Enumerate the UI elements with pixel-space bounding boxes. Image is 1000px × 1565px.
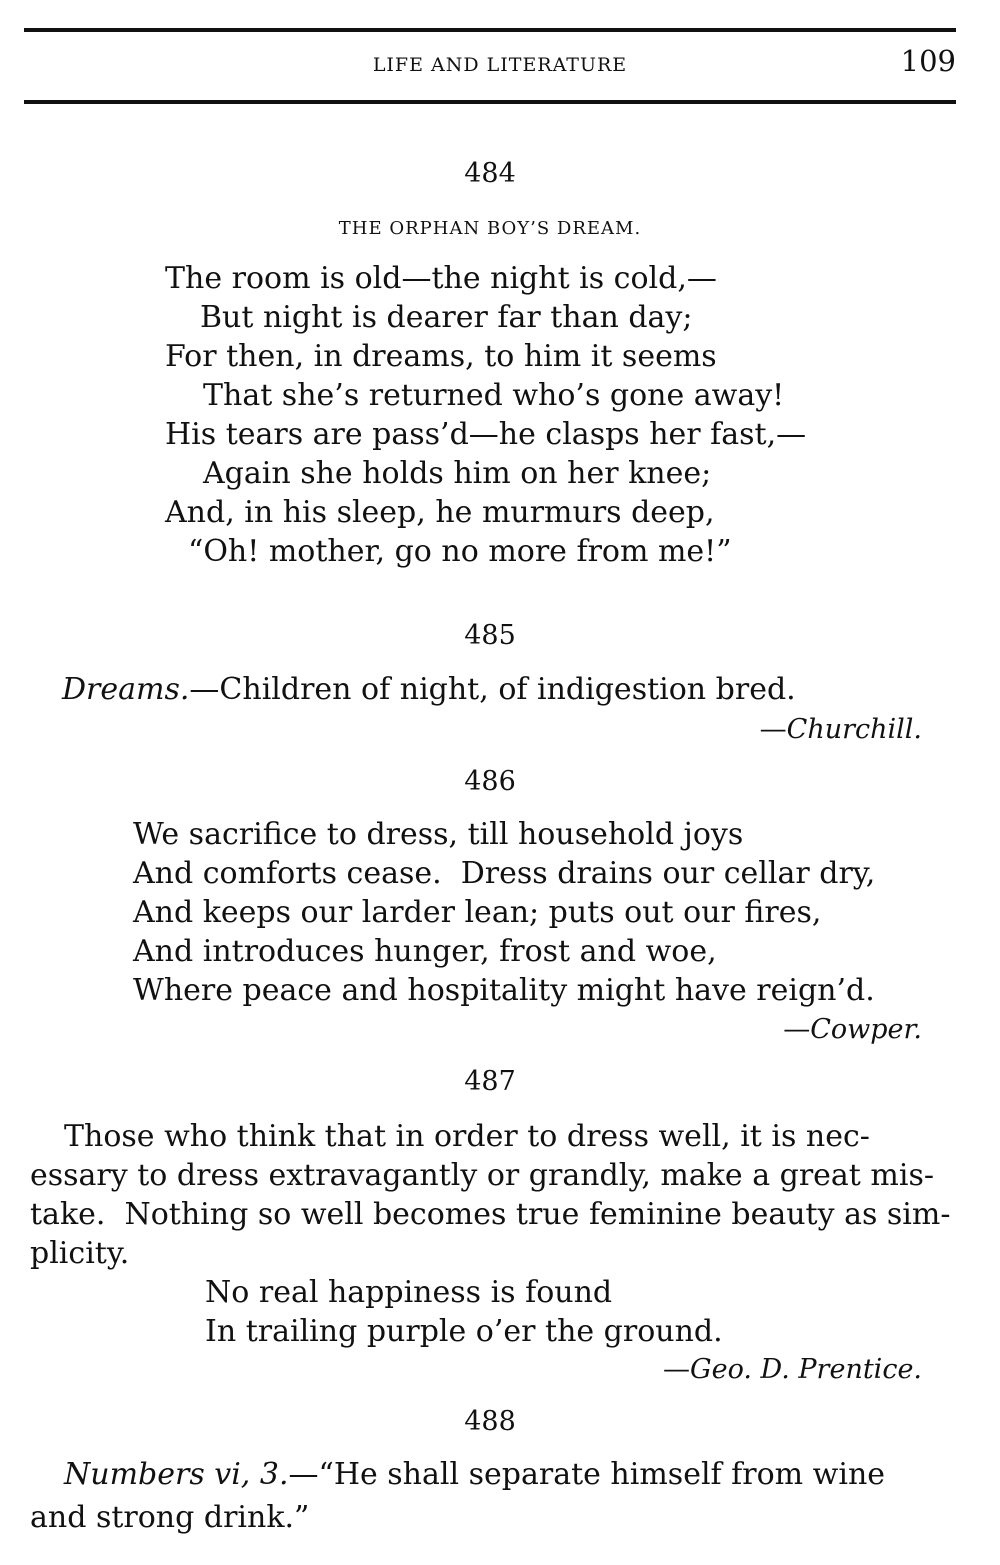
paragraph-line: essary to dress extravagantly or grandly, make a great mis- [30, 1158, 934, 1193]
poem-line: That she’s returned who’s gone away! [203, 378, 785, 413]
poem-line: For then, in dreams, to him it seems [165, 339, 717, 374]
entry-number-485: 485 [464, 620, 516, 651]
attribution-cowper: —Cowper. [783, 1014, 922, 1045]
paragraph-line: Those who think that in order to dress well, it is nec- [64, 1119, 870, 1154]
verse-line: We sacrifice to dress, till household joys [133, 817, 744, 852]
entry-number-488: 488 [464, 1406, 516, 1437]
verse-line: No real happiness is found [205, 1275, 613, 1310]
quote-485 [62, 672, 796, 707]
poem-line: And, in his sleep, he murmurs deep, [165, 495, 715, 530]
verse-line: And introduces hunger, frost and woe, [133, 934, 717, 969]
attribution-prentice: —Geo. D. Prentice. [663, 1354, 922, 1385]
verse-line: Where peace and hospitality might have reign’d. [133, 973, 875, 1008]
poem-title: THE ORPHAN BOY’S DREAM. [338, 218, 642, 239]
header-rule-bottom [24, 100, 956, 104]
poem-line: The room is old—the night is cold,— [165, 261, 717, 296]
header-rule-top [24, 28, 956, 32]
quote-488 [64, 1457, 886, 1492]
quote-text: —Children of night, of indigestion bred. [189, 672, 796, 707]
poem-line: “Oh! mother, go no more from me!” [188, 534, 732, 569]
page-number: 109 [900, 44, 956, 78]
paragraph-line: take. Nothing so well becomes true feminine beauty as sim- [30, 1197, 951, 1232]
quote-lead: Numbers vi, 3. [64, 1457, 289, 1492]
verse-line: And comforts cease. Dress drains our cellar dry, [133, 856, 876, 891]
entry-number-484: 484 [464, 158, 516, 189]
quote-lead: Dreams. [62, 672, 190, 707]
attribution-churchill: —Churchill. [759, 714, 922, 745]
verse-line: In trailing purple o’er the ground. [205, 1314, 723, 1349]
verse-line: And keeps our larder lean; puts out our fires, [133, 895, 822, 930]
poem-line: His tears are pass’d—he clasps her fast,— [165, 417, 807, 452]
entry-number-487: 487 [464, 1066, 516, 1097]
quote-text: —“He shall separate himself from wine [288, 1457, 886, 1492]
entry-number-486: 486 [464, 766, 516, 797]
poem-line: Again she holds him on her knee; [203, 456, 712, 491]
poem-line: But night is dearer far than day; [200, 300, 693, 335]
running-title: LIFE AND LITERATURE [372, 54, 628, 76]
paragraph-line: plicity. [30, 1236, 130, 1271]
quote-488-continued: and strong drink.” [30, 1500, 310, 1535]
